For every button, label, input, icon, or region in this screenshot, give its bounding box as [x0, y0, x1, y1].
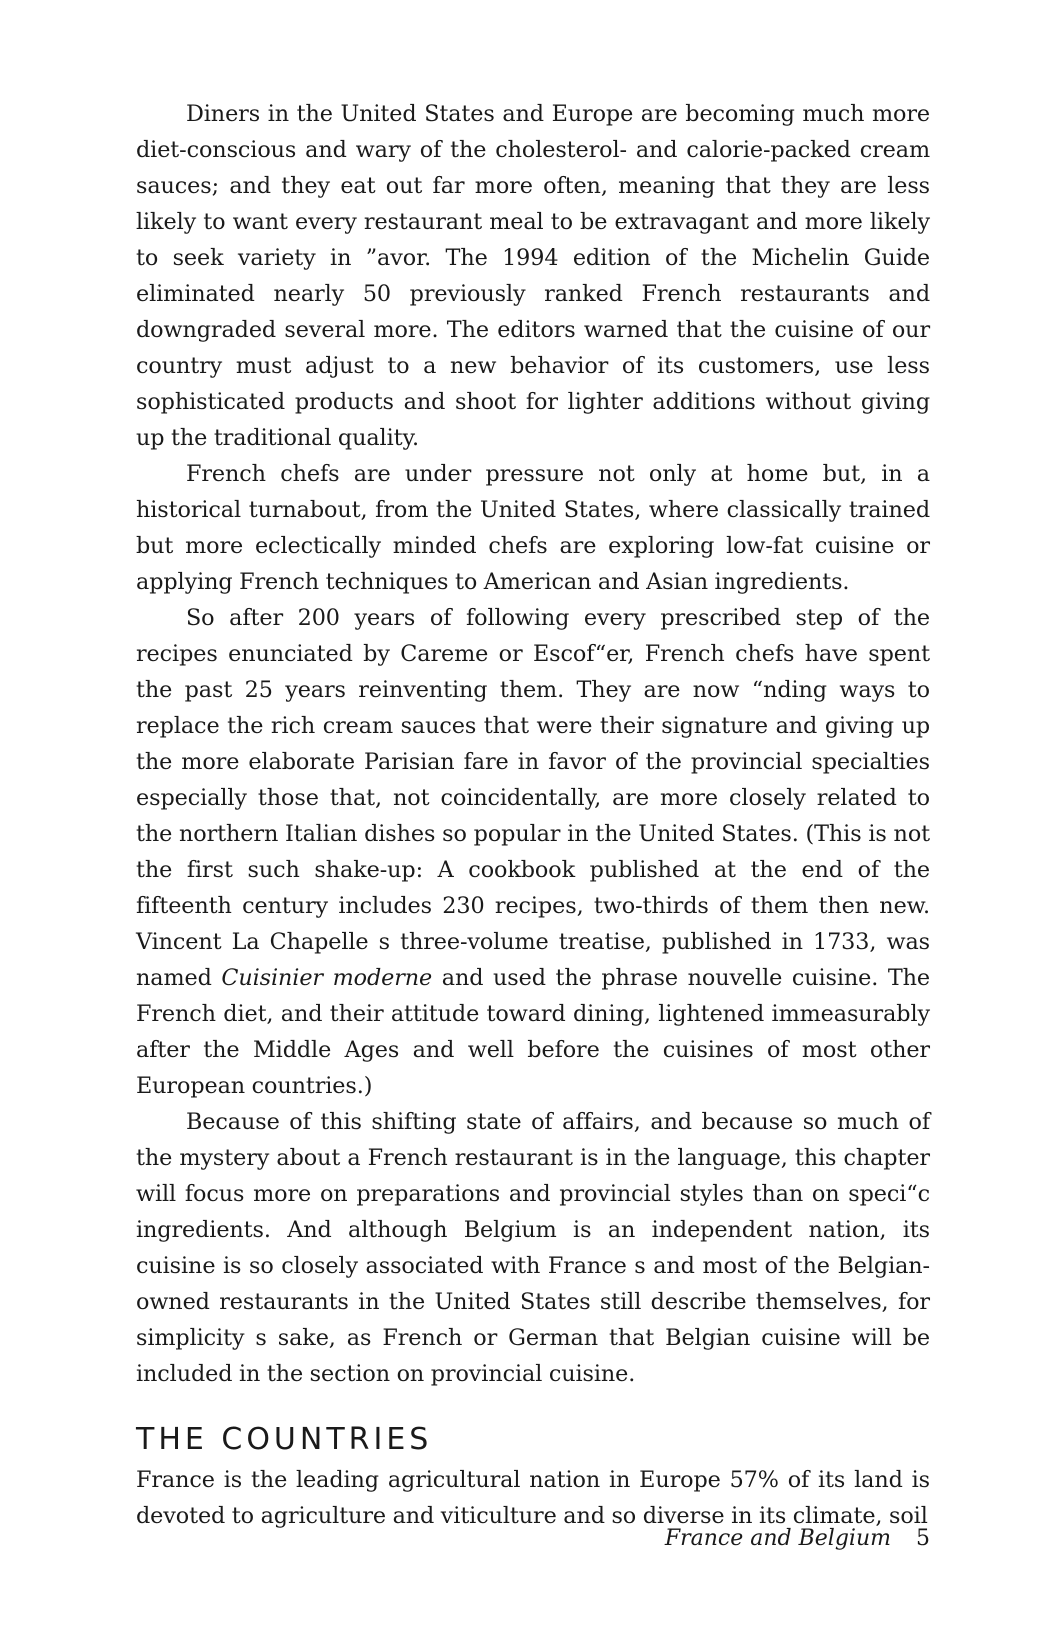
paragraph-1: Diners in the United States and Europe are becoming much more diet-conscious and wary of the cholesterol- and calorie-packed cream sauces; and they eat out far more often, meaning that they are less likely to want every restaurant meal to be extravagant and more likely to seek variety in ”avor. The 1994 edition of the Michelin Guide eliminated nearly 50 previously ranked French restaurants and downgraded several more. The editors warned that the cuisine of our country must adjust to a new behavior of its customers, use less sophisticated products and shoot for lighter additions without giving up the traditional quality. — [136, 101, 930, 451]
paragraph-3-tail: and used the phrase nouvelle cuisine. The French diet, and their attitude toward dining, lightened immeasurably after the Middle Ages and well before the cuisines of most other European countries.) — [136, 965, 930, 1099]
section-text — [136, 1462, 930, 1534]
page-content — [136, 96, 930, 1534]
page-footer — [665, 1526, 930, 1551]
running-head: France and Belgium — [664, 1526, 891, 1551]
book-title-italic: Cuisinier moderne — [221, 965, 433, 991]
section-heading: THE COUNTRIES — [136, 1422, 433, 1457]
page-number: 5 — [916, 1526, 930, 1551]
paragraph-3 — [136, 600, 930, 1104]
paragraph-3-text: So after 200 years of following every prescribed step of the recipes enunciated by Careme or Escof“er, French chefs have spent the past 25 years reinventing them. They are now “nding ways to replace the rich cream sauces that were their signature and giving up the more elaborate Parisian fare in favor of the provincial specialties especially those that, not coincidentally, are more closely related to the northern Italian dishes so popular in the United States. (This is not the first such shake-up: A cookbook published at the end of the fifteenth century includes 230 recipes, two-thirds of them then new. Vincent La Chapelle s three-volume treatise, published in 1733, was named — [136, 605, 930, 991]
section-paragraph: France is the leading agricultural nation in Europe 57% of its land is devoted to agriculture and viticulture and so diverse in its climate, soil — [136, 1467, 930, 1529]
paragraph-4: Because of this shifting state of affairs, and because so much of the mystery about a French restaurant is in the language, this chapter will focus more on preparations and provincial styles than on speci“c ingredients. And although Belgium is an independent nation, its cuisine is so closely associated with France s and most of the Belgian-owned restaurants in the United States still describe themselves, for simplicity s sake, as French or German that Belgian cuisine will be included in the section on provincial cuisine. — [136, 1109, 930, 1387]
paragraph-2: French chefs are under pressure not only at home but, in a historical turnabout, from the United States, where classically trained but more eclectically minded chefs are exploring low-fat cuisine or applying French techniques to American and Asian ingredients. — [136, 461, 930, 595]
body-text — [136, 96, 930, 1392]
